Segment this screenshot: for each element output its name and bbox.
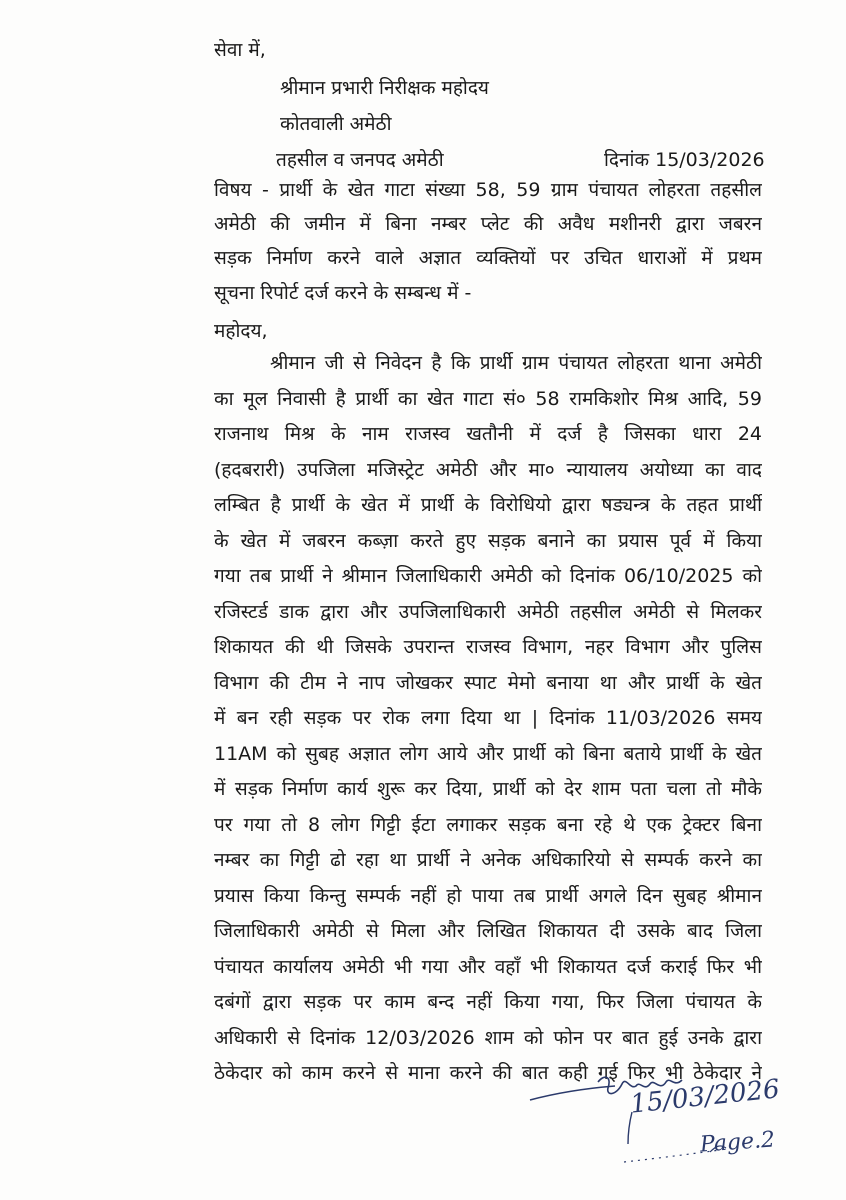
body-line: दबंगों द्वारा सड़क पर काम बन्द नहीं किया गया, फिर जिला पंचायत के [214,991,762,1013]
addressee-line-3: तहसील व जनपद अमेठी [276,149,444,171]
body-line: (हदबरारी) उपजिला मजिस्ट्रेट अमेठी और मा० न्यायालय अयोध्या का वाद [214,459,762,481]
addressee-line-1: श्रीमान प्रभारी निरीक्षक महोदय [280,77,489,99]
body-line: में बन रही सड़क पर रोक लगा दिया था | दिनांक 11/03/2026 समय [214,707,762,729]
body-line: नम्बर का गिट्टी ढो रहा था प्रार्थी ने अनेक अधिकारियो से सम्पर्क करने का [214,849,762,871]
body-line: विभाग की टीम ने नाप जोखकर स्पाट मेमो बनाया था और प्रार्थी के खेत [214,672,762,694]
body-line: शिकायत की थी जिसके उपरान्त राजस्व विभाग, नहर विभाग और पुलिस [214,636,762,658]
body-line: प्रयास किया किन्तु सम्पर्क नहीं हो पाया तब प्रार्थी अगले दिन सुबह श्रीमान [214,885,762,907]
body-line: में सड़क निर्माण कार्य शुरू कर दिया, प्रार्थी को देर शाम पता चला तो मौके [214,778,762,800]
letter-date: दिनांक 15/03/2026 [604,149,765,171]
body-line: पर गया तो 8 लोग गिट्टी ईटा लगाकर सड़क बना रहे थे एक ट्रेक्टर बिना [214,814,762,836]
body-line: के खेत में जबरन कब्ज़ा करते हुए सड़क बनाने का प्रयास पूर्व में किया [214,530,762,552]
body-line: रजिस्टर्ड डाक द्वारा और उपजिलाधिकारी अमेठी तहसील अमेठी से मिलकर [214,601,762,623]
handwritten-page-note: Page.2 [699,1127,776,1158]
subject-line: अमेठी की जमीन में बिना नम्बर प्लेट की अवैध मशीनरी द्वारा जबरन [214,213,762,235]
body-line: गया तब प्रार्थी ने श्रीमान जिलाधिकारी अमेठी को दिनांक 06/10/2025 को [214,565,762,587]
body-line: अधिकारी से दिनांक 12/03/2026 शाम को फोन पर बात हुई उनके द्वारा [214,1027,762,1049]
body-line: जिलाधिकारी अमेठी से मिला और लिखित शिकायत दी उसके बाद जिला [214,920,762,942]
handwritten-date: 15/03/2026 [628,1074,782,1120]
addressee-line-2: कोतवाली अमेठी [280,113,392,135]
salutation-to: सेवा में, [214,39,266,61]
subject-line: सड़क निर्माण करने वाले अज्ञात व्यक्तियों पर उचित धाराओं में प्रथम [214,247,762,269]
body-line: पंचायत कार्यालय अमेठी भी गया और वहाँ भी शिकायत दर्ज कराई फिर भी [214,956,762,978]
body-line: लम्बित है प्रार्थी के खेत में प्रार्थी के विरोधियो द्वारा षड्यन्त्र के तहत प्रार्थी [214,494,762,516]
subject-line: सूचना रिपोर्ट दर्ज करने के सम्बन्ध में - [214,282,472,304]
subject-line: विषय - प्रार्थी के खेत गाटा संख्या 58, 59 ग्राम पंचायत लोहरता तहसील [214,179,762,201]
body-line: श्रीमान जी से निवेदन है कि प्रार्थी ग्राम पंचायत लोहरता थाना अमेठी [270,352,762,374]
body-line: राजनाथ मिश्र के नाम राजस्व खतौनी में दर्ज है जिसका धारा 24 [214,423,762,445]
body-line: का मूल निवासी है प्रार्थी का खेत गाटा सं० 58 रामकिशोर मिश्र आदि, 59 [214,388,762,410]
body-line: ठेकेदार को काम करने से माना करने की बात कही गई फिर भी ठेकेदार ने [214,1062,762,1084]
body-line: 11AM को सुबह अज्ञात लोग आये और प्रार्थी को बिना बताये प्रार्थी के खेत [214,743,762,765]
greeting: महोदय, [214,320,268,342]
